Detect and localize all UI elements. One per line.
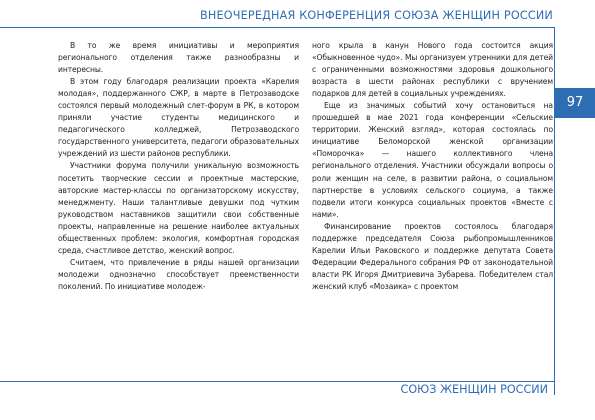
paragraph: ного крыла в канун Нового года состоится акция «Обыкновенное чудо». Мы организуем утренники для детей с ограниченными возможностями здоровья дошкольного возраста в шести районах республики с вручением подарков для детей в социальных учреждениях. [312,41,553,99]
left-column [58,40,299,293]
paragraph: Участники форума получили уникальную возможность посетить творческие сессии и проектные мастерские, авторские мастер-классы по организаторскому искусству, менеджменту. Наши талантливые девушки под чутким руководством наставников защитили свои собственные проекты, направленные на решение наиболее актуальных общественных проблем: экология, комфортная городская среда, счастливое детство, женский вопрос. [58,161,299,255]
footer-title: СОЮЗ ЖЕНЩИН РОССИИ [400,383,548,396]
footer-rule [0,381,555,382]
header-rule [0,27,555,28]
vertical-rule [554,27,555,395]
page-number: 97 [555,88,595,118]
paragraph: В этом году благодаря реализации проекта «Карелия молодая», поддержанного СЖР, в марте в Петрозаводске состоялся первый молодежный слет-форум в РК, в котором приняли участие студенты медицинского и педагогического колледжей, Петрозаводского государственного университета, педагоги образовательных учреждений из шести районов республики. [58,77,299,159]
right-column [312,40,553,293]
header-title: ВНЕОЧЕРЕДНАЯ КОНФЕРЕНЦИЯ СОЮЗА ЖЕНЩИН РОССИИ [199,9,553,22]
paragraph: В то же время инициативы и мероприятия регионального отделения также разнообразны и интересны. [58,41,299,75]
paragraph: Финансирование проектов состоялось благодаря поддержке председателя Союза рыбопромышленников Карелии Ильи Раковского и поддержке депутата Совета Федерации Федерального собрания РФ от законодательной власти РК Игоря Дмитриевича Зубарева. Победителем стал женский клуб «Мозаика» с проектом [312,221,553,291]
paragraph: Еще из значимых событий хочу остановиться на прошедшей в мае 2021 года конференции «Сельские территории. Женский взгляд», которая состоялась по инициативе Беломорской женской организации «Поморочка» — нашего коллективного члена регионального отделения. Участники обсуждали вопросы о роли женщин на селе, в развитии района, о социальном партнерстве в условиях сельского социума, а также подвели итоги конкурса социальных проектов «Вместе с нами». [312,101,553,219]
paragraph: Считаем, что привлечение в ряды нашей организации молодежи однозначно способствует преемственности поколений. По инициативе молодеж- [58,257,299,291]
